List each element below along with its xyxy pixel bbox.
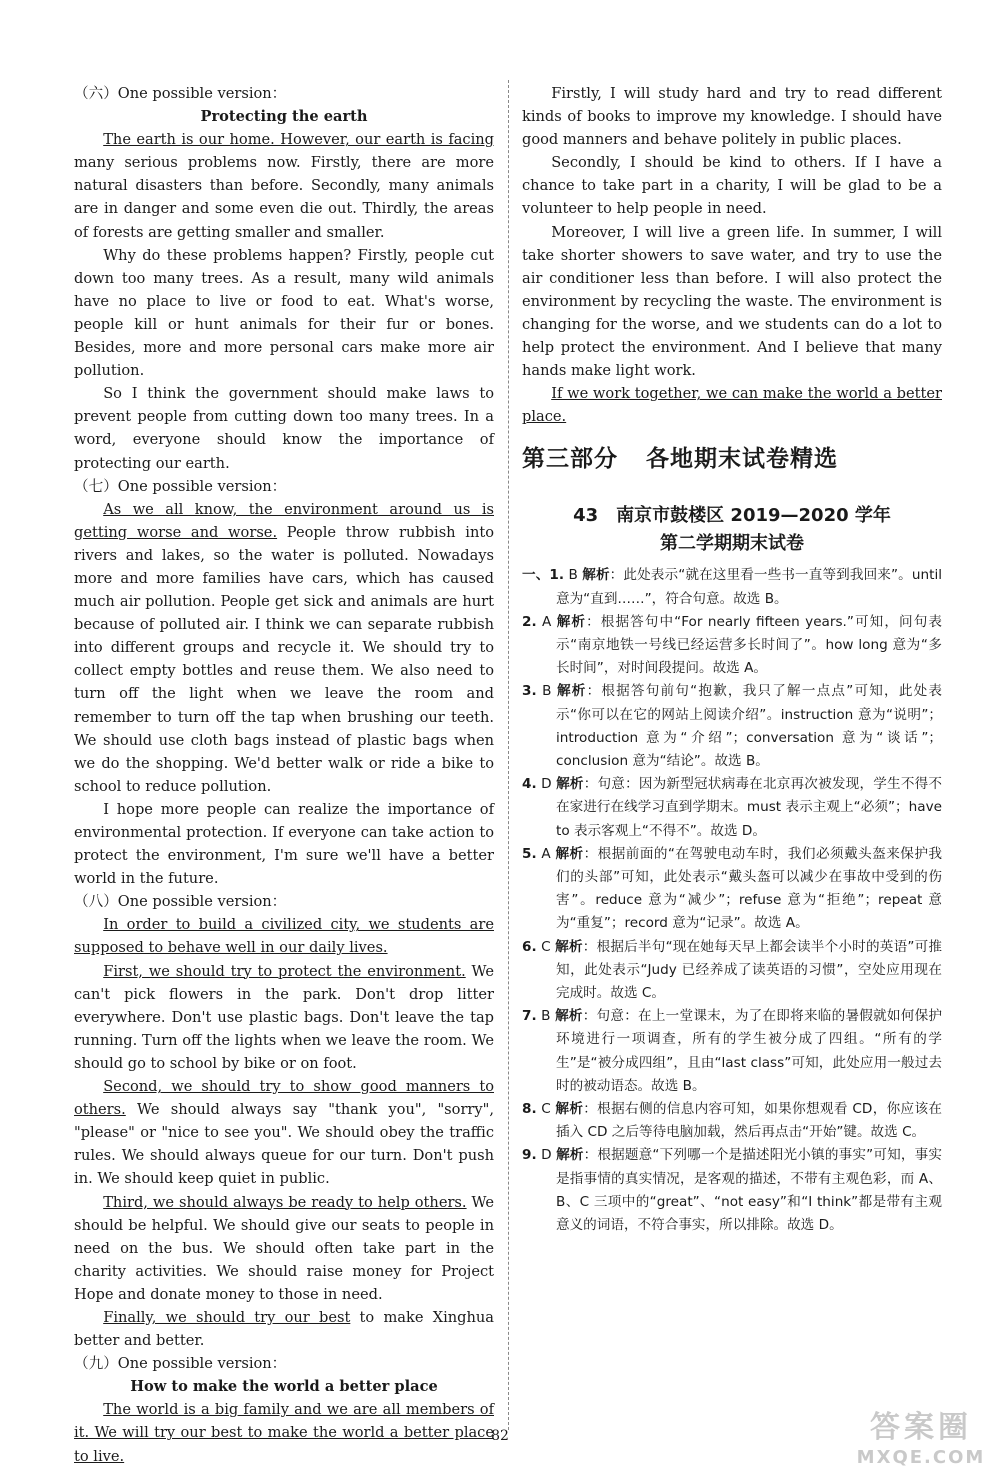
watermark-logo	[856, 1409, 986, 1477]
paragraph-text: to make Xinghua better and better.	[74, 1308, 494, 1350]
underlined-sentence: The earth is our home. However, our earth is facing	[103, 131, 494, 149]
answer-number: 一、1.	[522, 567, 565, 584]
answer-choice: D	[536, 1147, 557, 1164]
analysis-text: ：此处表示“就在这里看一些书一直等到我回来”。until 意为“直到……”，符合句意。故选 B。	[556, 567, 943, 607]
right-column	[522, 82, 942, 1237]
section-part-label: 第三部分	[522, 446, 618, 473]
answer-list	[522, 564, 942, 1237]
answer-choice: D	[536, 776, 557, 793]
section-label-7: （七）One possible version：	[74, 477, 287, 495]
analysis-text: ：根据题意“下列哪一个是描述阳光小镇的事实”可知，事实是指事情的真实情况，是客观的描述，不带有主观色彩，而 A、B、C 三项中的“great”、“not easy”和“I think”都是带有主观意义的词语，不符合事实，所以排除。故选 D。	[556, 1147, 942, 1234]
underlined-sentence: If we work together, we can make the world a better place.	[522, 385, 942, 426]
underlined-sentence: As we all know, the environment around us is getting worse and worse.	[74, 500, 494, 541]
answer-number: 2.	[522, 613, 537, 630]
paragraph-text: We should be helpful. We should give our seats to people in need on the bus. We should often take part in the charity activities. We should raise money for Project Hope and donate money to those in need.	[74, 1193, 494, 1303]
answer-item	[522, 936, 942, 1006]
analysis-text: ：句意：在上一堂课末，为了在即将来临的暑假就如何保护环境进行一项调查，所有的学生被分成了四组。“所有的学生”是“被分成四组”，且由“last class”可知，此处应用一般过去时的被动语态。故选 B。	[556, 1008, 943, 1094]
paragraph-text: People throw rubbish into rivers and lakes, so the water is polluted. Nowadays more and more families have cars, which has caused much air pollution. People get sick and animals are hurt because of polluted air. I think we can separate rubbish into different groups and recycle it. We should try to collect empty bottles and reuse them. We also need to turn off the light when we leave the room and remember to turn off the tap when brushing our teeth. We should use cloth bags instead of plastic bags when we do the shopping. We'd better walk or ride a bike to school to reduce pollution.	[74, 523, 495, 795]
answer-item	[522, 564, 942, 610]
essay-8-paragraph-1	[74, 913, 494, 959]
essay-7-paragraph-1	[74, 498, 494, 798]
answer-item	[522, 1144, 942, 1237]
answer-number: 9.	[522, 1147, 537, 1164]
analysis-label: 解析	[555, 1101, 584, 1118]
answer-item	[522, 843, 942, 936]
analysis-text: ：句意：因为新型冠状病毒在北京再次被发现，学生不得不在家进行在线学习直到学期末。must 表示主观上“必须”；have to 表示客观上“不得不”。故选 D。	[556, 776, 942, 839]
paragraph-text: many serious problems now. Firstly, there are more natural disasters than before. Secondly, many animals are in danger and some even die out. Thirdly, the areas of forests are getting smaller and smaller.	[74, 154, 494, 241]
analysis-text: ：根据前面的“在驾驶电动车时，我们必须戴头盔来保护我们的头部”可知，此处表示“戴头盔可以减少在事故中受到的伤害”。reduce 意为“减少”；refuse 意为“拒绝”；repeat 意为“重复”；record 意为“记录”。故选 A。	[556, 845, 942, 932]
answer-choice: A	[536, 613, 557, 630]
essay-7-paragraph-2: I hope more people can realize the importance of environmental protection. If everyone can take action to protect the environment, I'm sure we'll have a better world in the future.	[74, 800, 494, 888]
analysis-text: ：根据右侧的信息内容可知，如果你想观看 CD，你应该在插入 CD 之后等待电脑加载，然后再点击“开始”键。故选 C。	[556, 1101, 942, 1141]
essay-9-paragraph-2: Firstly, I will study hard and try to read different kinds of books to improve my knowledge. I should have good manners and behave politely in public places.	[522, 85, 942, 149]
analysis-label: 解析	[556, 683, 587, 700]
essay-6-paragraph-1	[74, 128, 494, 243]
essay-6-paragraph-3: So I think the government should make laws to prevent people from cutting down too many trees. In a word, everyone should know the importance of protecting our earth.	[74, 385, 494, 472]
essay-9-paragraph-5	[522, 382, 942, 428]
underlined-sentence: Third, we should always be ready to help others.	[103, 1193, 467, 1211]
essay-title-6: Protecting the earth	[200, 108, 368, 126]
answer-choice: B	[536, 683, 557, 700]
essay-6-paragraph-2: Why do these problems happen? Firstly, people cut down too many trees. As a result, many wild animals have no place to live or food to eat. What's worse, people kill or hunt animals for their fur or bones. Besides, more and more personal cars make more air pollution.	[74, 246, 494, 380]
underlined-sentence: In order to build a civilized city, we students are supposed to behave well in our daily lives.	[74, 916, 494, 957]
analysis-text: ：根据答句中“For nearly fifteen years.”可知，问句表示“南京地铁一号线已经运营多长时间了”。how long 意为“多长时间”，对时间段提问。故选 A。	[556, 613, 942, 677]
analysis-label: 解析	[556, 613, 587, 630]
underlined-sentence: Finally, we should try our best	[103, 1308, 351, 1326]
analysis-label: 解析	[555, 938, 583, 955]
underlined-sentence: The world is a big family and we are all members of it. We will try our best to make the world a better place to live.	[74, 1401, 494, 1465]
page-number: 82	[491, 1428, 509, 1444]
paragraph-text: We should always say "thank you", "sorry", "please" or "nice to see you". We should obey the traffic rules. We should always queue for our turn. Don't push in. We should keep quiet in public.	[74, 1101, 494, 1188]
essay-8-paragraph-3	[74, 1075, 494, 1190]
analysis-text: ：根据后半句“现在她每天早上都会读半个小时的英语”可推知，此处表示“Judy 已经养成了读英语的习惯”，空处应用现在完成时。故选 C。	[556, 938, 943, 1002]
underlined-sentence: First, we should try to protect the environment.	[103, 962, 466, 980]
exam-title-text: 南京市鼓楼区 2019—2020 学年	[616, 505, 891, 527]
answer-item	[522, 680, 942, 773]
essay-9-paragraph-3: Secondly, I should be kind to others. If I have a chance to take part in a charity, I will be glad to be a volunteer to help people in need.	[522, 154, 942, 218]
section-label-6: （六）One possible version：	[74, 85, 287, 102]
paragraph-text: We can't pick flowers in the park. Don't drop litter everywhere. Don't use plastic bags. Don't leave the tap running. Turn off the lights when we leave the room. We should go to school by bike or on foot.	[74, 962, 494, 1072]
answer-number: 5.	[522, 845, 537, 862]
exam-number: 43	[573, 505, 599, 527]
essay-8-paragraph-5	[74, 1306, 494, 1352]
essay-title-9: How to make the world a better place	[130, 1378, 438, 1396]
analysis-label: 解析	[556, 1147, 584, 1164]
answer-number: 6.	[522, 938, 537, 955]
answer-choice: A	[536, 845, 556, 862]
answer-number: 4.	[522, 776, 537, 793]
section-part-title: 各地期末试卷精选	[646, 446, 838, 473]
answer-choice: C	[536, 1101, 556, 1118]
essay-9-paragraph-4: Moreover, I will live a green life. In summer, I will take shorter showers to save water, and try to use the air conditioner less than before. I will also protect the environment by recycling the waste. The environment is changing for the worse, and we students can do a lot to help protect the environment. And I believe that many hands make light work.	[522, 223, 942, 380]
answer-choice: B	[536, 1008, 556, 1025]
section-label-8: （八）One possible version：	[74, 893, 287, 911]
exam-subtitle: 第二学期期末试卷	[660, 533, 804, 555]
watermark-url: MXQE.COM	[856, 1447, 986, 1468]
answer-number: 8.	[522, 1101, 537, 1118]
analysis-label: 解析	[582, 567, 610, 584]
analysis-text: ：根据答句前句“抱歉，我只了解一点点”可知，此处表示“你可以在它的网站上阅读介绍”。instruction 意为“说明”；introduction 意为“介绍”；conversation 意为“谈话”；conclusion 意为“结论”。故选 B。	[556, 683, 942, 770]
answer-item	[522, 611, 942, 681]
answer-number: 3.	[522, 683, 537, 700]
left-column	[74, 82, 494, 1468]
answer-item	[522, 1098, 942, 1144]
section-heading	[522, 442, 942, 476]
analysis-label: 解析	[555, 845, 584, 862]
column-divider	[508, 80, 509, 1430]
answer-item	[522, 773, 942, 843]
analysis-label: 解析	[556, 776, 584, 793]
essay-8-paragraph-2	[74, 960, 494, 1075]
answer-choice: B	[564, 567, 583, 584]
analysis-label: 解析	[555, 1008, 583, 1025]
exam-title	[522, 502, 942, 530]
answer-choice: C	[536, 938, 556, 955]
watermark-text: 答案圈	[870, 1410, 972, 1445]
underlined-sentence: Second, we should try to show good manners to others.	[74, 1078, 494, 1119]
answer-item	[522, 1005, 942, 1098]
section-label-9: （九）One possible version：	[74, 1355, 287, 1373]
essay-8-paragraph-4	[74, 1191, 494, 1306]
answer-number: 7.	[522, 1008, 537, 1025]
